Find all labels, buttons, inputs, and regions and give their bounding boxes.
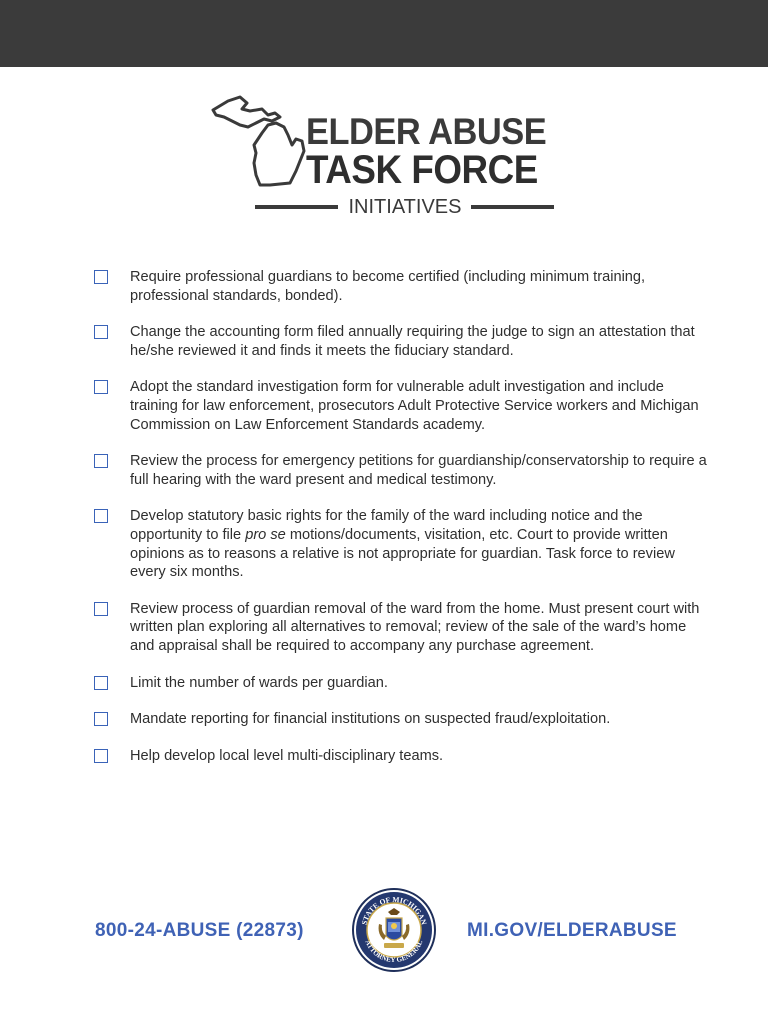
svg-text:STATE OF MICHIGAN: STATE OF MICHIGAN: [359, 894, 429, 926]
logo-title-line2: TASK FORCE: [306, 148, 538, 192]
task-force-logo: [210, 95, 560, 225]
initiative-text: Adopt the standard investigation form for vulnerable adult investigation and include training for law enforcement, prosecutors Adult Protective Service workers and Michigan Commission on Law Enforcement Standards academy.: [130, 379, 699, 433]
initiative-text: Change the accounting form filed annually requiring the judge to sign an attestation that he/she reviewed it and finds it meets the fiduciary standard.: [130, 324, 695, 359]
initiative-text: Help develop local level multi-disciplinary teams.: [130, 747, 444, 764]
list-item: [93, 452, 713, 489]
hotline-phone[interactable]: 800-24-ABUSE (22873): [95, 920, 304, 941]
svg-text:ATTORNEY GENERAL: ATTORNEY GENERAL: [363, 939, 425, 965]
list-item: [93, 710, 713, 729]
list-item: [93, 268, 713, 305]
checkbox-icon[interactable]: [94, 509, 108, 523]
list-item: [93, 747, 713, 766]
initiative-text: Review process of guardian removal of the ward from the home. Must present court with written plan exploring all alternatives to removal; review of the sale of the ward’s home and appraisal shall be required to accompany any purchase agreement.: [130, 600, 700, 654]
list-item: [93, 323, 713, 360]
initiative-text: Limit the number of wards per guardian.: [130, 674, 388, 691]
list-item: [93, 378, 713, 434]
logo-rule-right: [471, 205, 554, 209]
checkbox-icon[interactable]: [94, 676, 108, 690]
top-bar: [0, 0, 768, 67]
initiative-text: Review the process for emergency petitions for guardianship/conservatorship to require a full hearing with the ward present and medical testimony.: [130, 453, 707, 488]
logo-title-line1: ELDER ABUSE: [306, 111, 547, 152]
logo-subtitle: INITIATIVES: [348, 196, 462, 218]
checkbox-icon[interactable]: [94, 270, 108, 284]
website-link[interactable]: MI.GOV/ELDERABUSE: [467, 920, 677, 941]
michigan-outline-icon: [210, 95, 310, 190]
list-item: [93, 507, 713, 581]
initiative-text: Mandate reporting for financial institutions on suspected fraud/exploitation.: [130, 711, 611, 728]
checkbox-icon[interactable]: [94, 602, 108, 616]
checkbox-icon[interactable]: [94, 454, 108, 468]
checkbox-icon[interactable]: [94, 749, 108, 763]
initiatives-list: [93, 268, 713, 783]
list-item: [93, 600, 713, 656]
logo-rule-left: [255, 205, 338, 209]
attorney-general-seal-icon: [352, 888, 436, 972]
checkbox-icon[interactable]: [94, 380, 108, 394]
checkbox-icon[interactable]: [94, 325, 108, 339]
initiative-text: Develop statutory basic rights for the family of the ward including notice and the opportunity to file pro se motions/documents, visitation, etc. Court to provide written opinions as to reasons a relative is not appropriate for guardian. Task force to review every six months.: [130, 508, 675, 581]
checkbox-icon[interactable]: [94, 712, 108, 726]
initiative-text: Require professional guardians to become certified (including minimum training, professional standards, bonded).: [130, 269, 646, 304]
list-item: [93, 674, 713, 693]
